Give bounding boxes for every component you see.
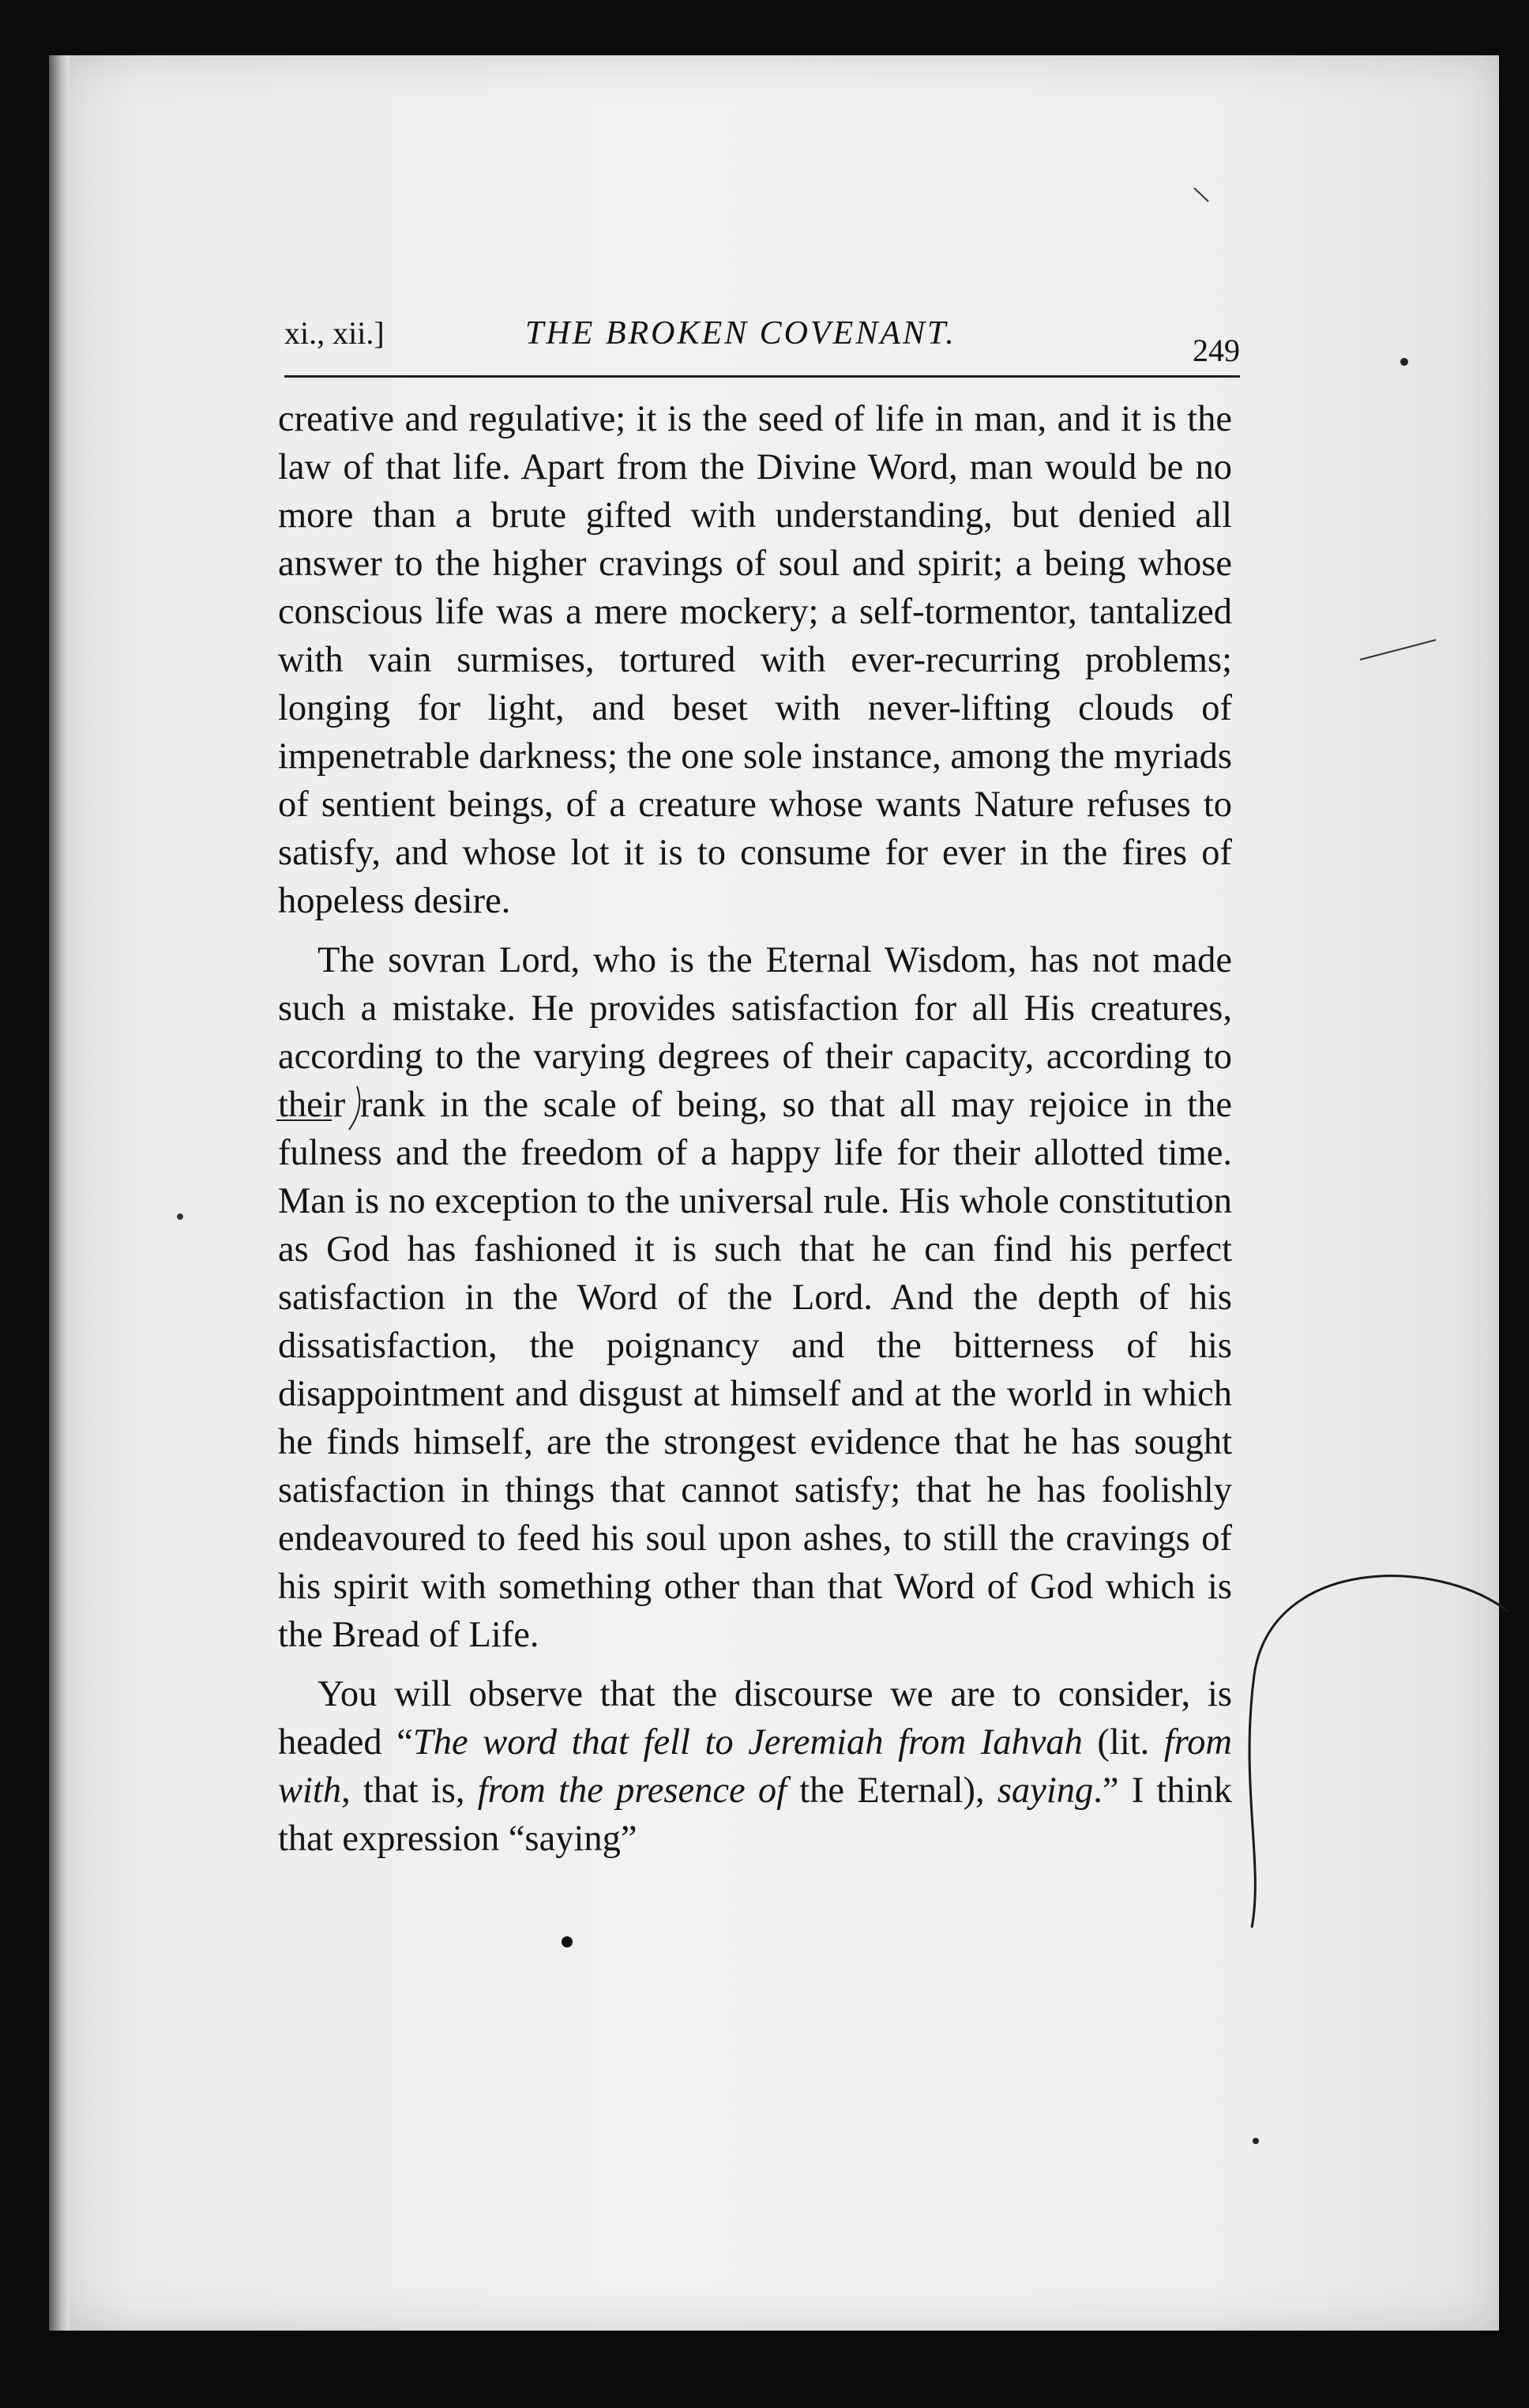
p3-text-3: , that is, <box>341 1770 478 1811</box>
paragraph-2: The sovran Lord, who is the Eternal Wisdom, has not made such a mistake. He provides satisfaction for all His creatures, according to the varying degrees of their capacity, according to their rank in the scale of being, so that all may rejoice in the fulness and the freedom of a happy life for their allotted time. Man is no exception to the universal rule. His whole constitution as God has fashioned it is such that he can find his perfect satisfaction in the Word of the Lord. And the depth of his dissatisfaction, the poignancy and the bitterness of his disappointment and disgust at himself and at the world in which he finds himself, are the strongest evidence that he has sought satisfaction in things that cannot satisfy; that he has foolishly endeavoured to feed his soul upon ashes, to still the cravings of his spirit with something other than that Word of God which is the Bread of Life. <box>278 940 1232 1655</box>
p3-text-1: You will observe that the discourse we are to consider, is headed “ <box>278 1674 1232 1763</box>
p3-italic-1: The word that fell to Jeremiah from Iahvah <box>412 1722 1083 1763</box>
chapter-reference: xi., xii.] <box>284 315 385 351</box>
text-caret-mark <box>349 1086 359 1130</box>
speck-3 <box>177 1213 183 1220</box>
p3-italic-4: saying <box>997 1770 1094 1811</box>
margin-dash-mark <box>1360 640 1436 660</box>
corner-tick-mark <box>1194 188 1208 201</box>
p3-text-4: the Eternal), <box>787 1770 997 1811</box>
ink-blot <box>562 1936 573 1947</box>
speck-1 <box>1400 358 1408 366</box>
p3-italic-2: from with <box>278 1722 1232 1811</box>
margin-bracket-mark <box>1249 1576 1508 1928</box>
p3-italic-3: from the presence of <box>477 1770 787 1811</box>
running-title: THE BROKEN COVENANT. <box>525 315 956 352</box>
speck-2 <box>1253 2138 1259 2144</box>
p3-text-2: (lit. <box>1082 1722 1164 1763</box>
paragraph-1: creative and regulative; it is the seed of life in man, and it is the law of that life. Apart from the Divine Word, man would be no more than a brute gifted with understanding, but denied all answer to the higher cravings of soul and spirit; a being whose conscious life was a mere mockery; a self-tormentor, tantalized with vain surmises, tortured with ever-recurring problems; longing for light, and beset with never-lifting clouds of impenetrable darkness; the one sole instance, among the myriads of sentient beings, of a creature whose wants Nature refuses to satisfy, and whose lot it is to consume for ever in the fires of hopeless desire. <box>278 399 1232 921</box>
p3-text-5: .” I think that expression “saying” <box>278 1770 1232 1859</box>
page-number: 249 <box>1193 333 1240 368</box>
